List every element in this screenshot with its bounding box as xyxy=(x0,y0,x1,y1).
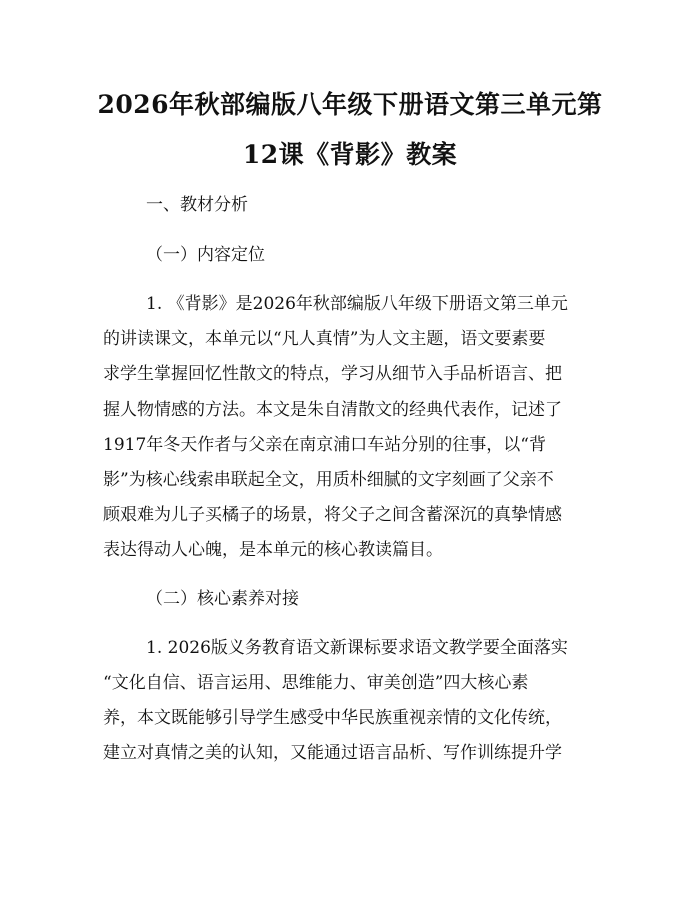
paragraph-1-line: 影”为核心线索串联起全文，用质朴细腻的文字刻画了父亲不 xyxy=(103,470,554,490)
subsection-heading-core-literacy: （二）核心素养对接 xyxy=(146,589,299,609)
paragraph-1-line: 的讲读课文，本单元以“凡人真情”为人文主题，语文要素要 xyxy=(103,329,546,349)
document-title-line-1: 2026年秋部编版八年级下册语文第三单元第 xyxy=(97,90,603,119)
paragraph-1-line: 求学生掌握回忆性散文的特点，学习从细节入手品析语言、把 xyxy=(103,364,562,384)
paragraph-2-line: 1. 2026版义务教育语文新课标要求语文教学要全面落实 xyxy=(146,638,568,658)
document-title-line-2: 12课《背影》教案 xyxy=(242,140,458,169)
paragraph-1-line: 1917年冬天作者与父亲在南京浦口车站分别的往事，以“背 xyxy=(103,435,546,455)
section-heading-textbook-analysis: 一、教材分析 xyxy=(146,195,248,215)
paragraph-2-line: 养，本文既能够引导学生感受中华民族重视亲情的文化传统， xyxy=(103,708,562,728)
paragraph-1-line: 顾艰难为儿子买橘子的场景，将父子之间含蓄深沉的真挚情感 xyxy=(103,505,562,525)
paragraph-1-line: 表达得动人心魄，是本单元的核心教读篇目。 xyxy=(103,540,443,560)
paragraph-1-line: 握人物情感的方法。本文是朱自清散文的经典代表作，记述了 xyxy=(103,400,562,420)
subsection-heading-content-positioning: （一）内容定位 xyxy=(146,245,265,265)
paragraph-1-line: 1. 《背影》是2026年秋部编版八年级下册语文第三单元 xyxy=(146,294,568,314)
paragraph-2-line: 建立对真情之美的认知，又能通过语言品析、写作训练提升学 xyxy=(103,743,562,763)
paragraph-2-line: “文化自信、语言运用、思维能力、审美创造”四大核心素 xyxy=(103,673,529,693)
